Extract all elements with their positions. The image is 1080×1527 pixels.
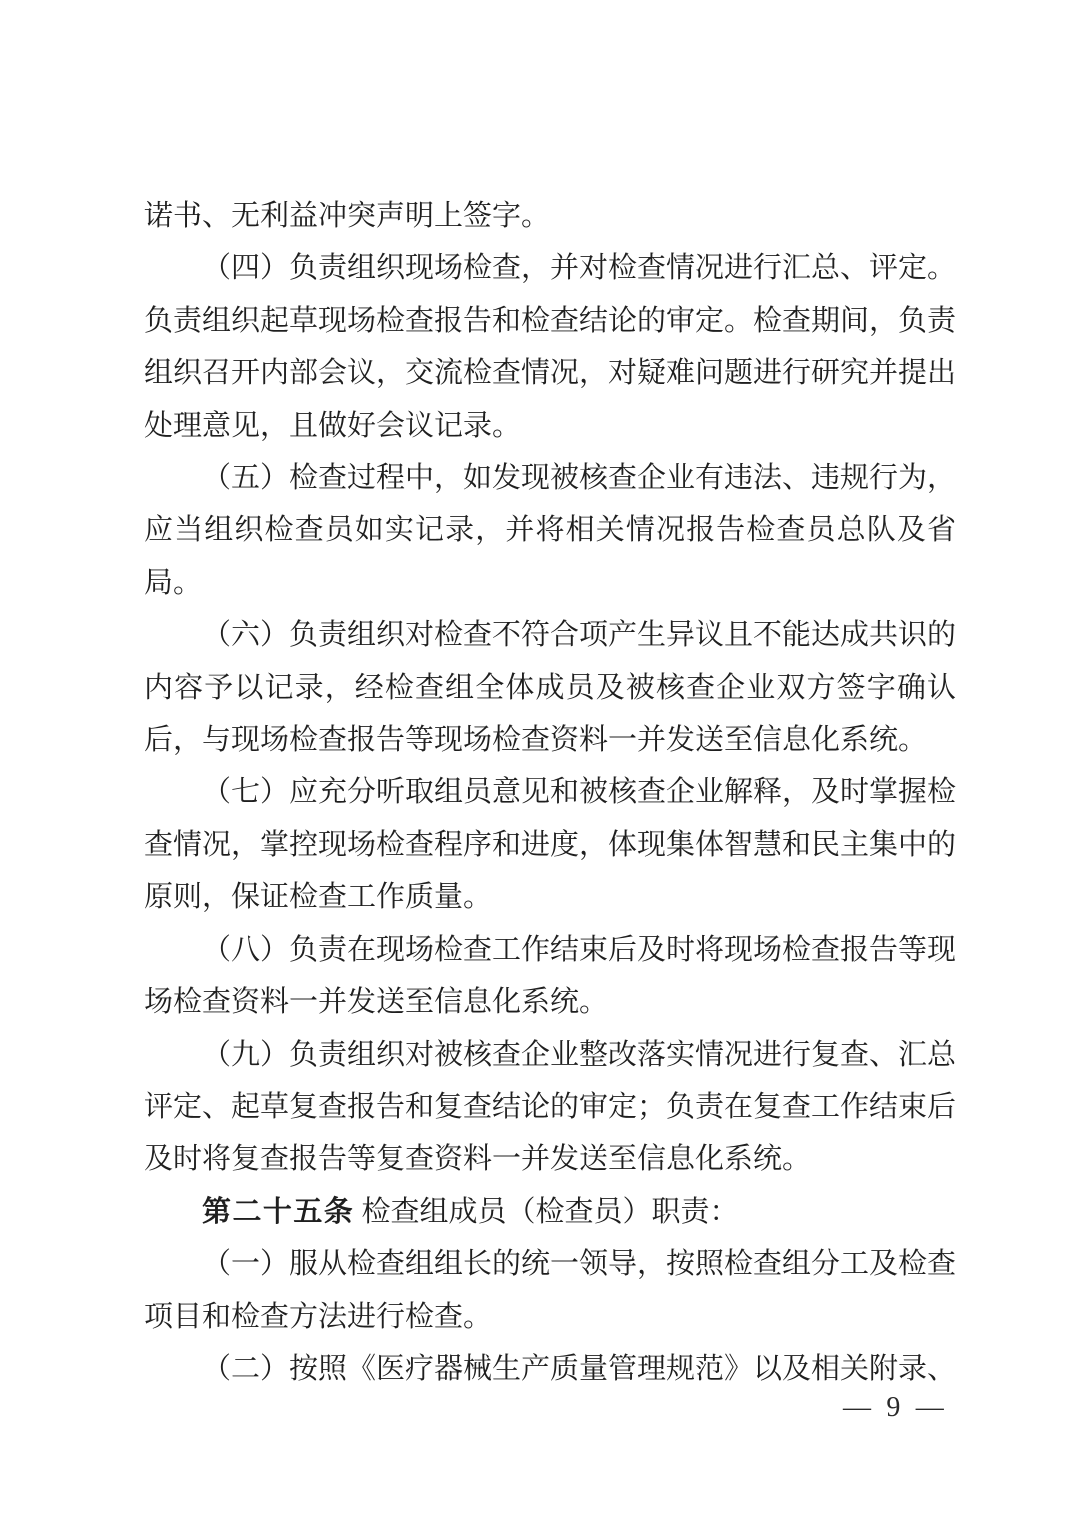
paragraph-text: （六）负责组织对检查不符合项产生异议且不能达成共识的内容予以记录，经检查组全体成员及被核查企业双方签字确认后，与现场检查报告等现场检查资料一并发送至信息化系统。 [144,619,957,757]
paragraph [144,1186,956,1238]
document-text-block [144,190,956,1395]
paragraph [144,452,956,609]
paragraph [144,609,956,766]
paragraph [144,1343,956,1395]
paragraph-text: 检查组成员（检查员）职责： [361,1195,739,1228]
paragraph-text: 诺书、无利益冲突声明上签字。 [144,200,551,232]
paragraph-text: （四）负责组织现场检查，并对检查情况进行汇总、评定。负责组织起草现场检查报告和检查结论的审定。检查期间，负责组织召开内部会议，交流检查情况，对疑难问题进行研究并提出处理意见，且做好会议记录。 [144,252,957,442]
article-number: 第二十五条 [202,1195,355,1228]
paragraph-text: （二）按照《医疗器械生产质量管理规范》以及相关附录、 [202,1352,957,1385]
paragraph-text: （五）检查过程中，如发现被核查企业有违法、违规行为，应当组织检查员如实记录，并将相关情况报告检查员总队及省局。 [144,462,957,599]
paragraph-text: （九）负责组织对被核查企业整改落实情况进行复查、汇总评定、起草复查报告和复查结论的审定；负责在复查工作结束后及时将复查报告等复查资料一并发送至信息化系统。 [144,1038,957,1176]
paragraph-text: （七）应充分听取组员意见和被核查企业解释，及时掌握检查情况，掌控现场检查程序和进度，体现集体智慧和民主集中的原则，保证检查工作质量。 [144,776,957,914]
paragraph [144,924,956,1029]
paragraph [144,1238,956,1343]
paragraph-text: （一）服从检查组组长的统一领导，按照检查组分工及检查项目和检查方法进行检查。 [144,1248,957,1333]
paragraph [144,242,956,452]
paragraph-text: （八）负责在现场检查工作结束后及时将现场检查报告等现场检查资料一并发送至信息化系统。 [144,933,957,1019]
paragraph [144,190,956,242]
paragraph [144,766,956,923]
page-number: — 9 — [843,1392,948,1423]
paragraph [144,1029,956,1186]
